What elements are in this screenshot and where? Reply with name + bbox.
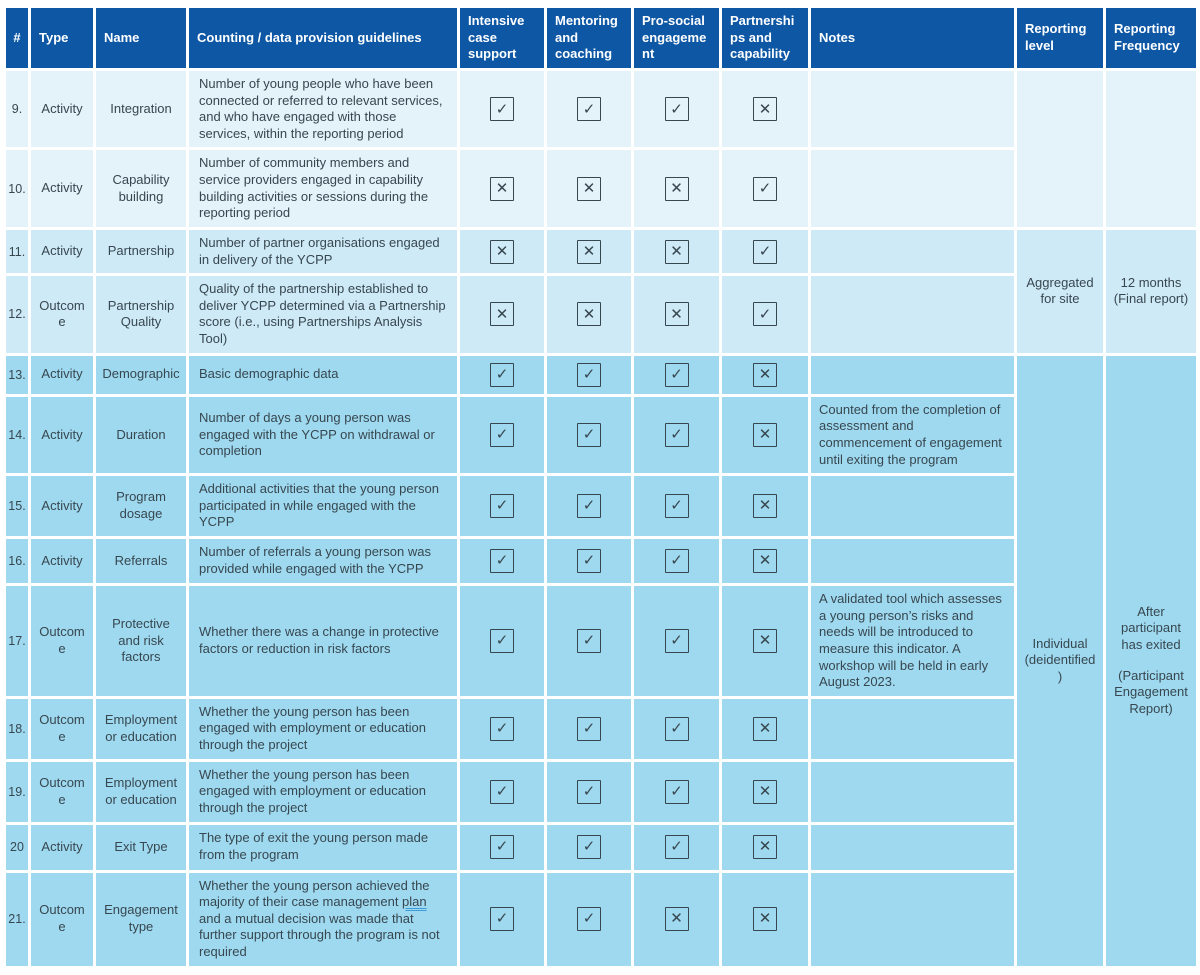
cell-notes (811, 699, 1014, 759)
checkbox-icon: ✓ (577, 717, 601, 741)
col-header-partnerships-capability: Partnerships and capability (722, 8, 808, 68)
cell-type: Outcome (31, 873, 93, 966)
checkbox-icon: ✓ (665, 717, 689, 741)
cell-mentoring-coaching (547, 699, 631, 759)
table-row (6, 356, 1196, 394)
frequency-line: (Participant Engagement Report) (1114, 667, 1188, 716)
cell-name: Integration (96, 71, 186, 148)
checkbox-icon: ✓ (665, 780, 689, 804)
checkbox-icon: ✓ (490, 363, 514, 387)
checkbox-icon: ✓ (490, 629, 514, 653)
cell-partnerships-capability (722, 230, 808, 273)
checkbox-icon: ✕ (753, 494, 777, 518)
cell-name: Partnership Quality (96, 276, 186, 353)
checkbox-icon: ✕ (753, 629, 777, 653)
cell-type: Activity (31, 476, 93, 536)
cell-partnerships-capability (722, 539, 808, 583)
cell-prosocial-engagement (634, 276, 719, 353)
checkbox-icon: ✓ (577, 629, 601, 653)
checkbox-icon: ✓ (665, 97, 689, 121)
checkbox-icon: ✕ (665, 907, 689, 931)
cell-prosocial-engagement (634, 825, 719, 870)
checkbox-icon: ✓ (490, 494, 514, 518)
checkbox-icon: ✓ (577, 549, 601, 573)
cell-guidelines: Whether the young person achieved the majority of their case management plan and a mutual decision was made that further support through the program is not required (189, 873, 457, 966)
checkbox-icon: ✓ (490, 907, 514, 931)
cell-guidelines: Quality of the partnership established to deliver YCPP determined via a Partnership score (i.e., using Partnerships Analysis Tool) (189, 276, 457, 353)
checkbox-icon: ✕ (753, 717, 777, 741)
cell-name: Employment or education (96, 762, 186, 822)
checkbox-icon: ✓ (490, 549, 514, 573)
col-header-prosocial-engagement: Pro-social engagement (634, 8, 719, 68)
cell-notes (811, 150, 1014, 227)
cell-notes (811, 539, 1014, 583)
cell-prosocial-engagement (634, 397, 719, 474)
row-number: 9. (6, 71, 28, 148)
cell-intensive-case-support (460, 230, 544, 273)
cell-guidelines: Number of young people who have been connected or referred to relevant services, and who have engaged with those services, within the reporting period (189, 71, 457, 148)
checkbox-icon: ✓ (577, 835, 601, 859)
cell-type: Activity (31, 230, 93, 273)
cell-guidelines: Whether there was a change in protective factors or reduction in risk factors (189, 586, 457, 696)
cell-name: Partnership (96, 230, 186, 273)
checkbox-icon: ✕ (665, 302, 689, 326)
cell-type: Outcome (31, 699, 93, 759)
cell-notes (811, 476, 1014, 536)
plan-underlined-word: plan (402, 894, 427, 910)
cell-prosocial-engagement (634, 150, 719, 227)
cell-partnerships-capability (722, 356, 808, 394)
cell-intensive-case-support (460, 71, 544, 148)
cell-prosocial-engagement (634, 762, 719, 822)
cell-prosocial-engagement (634, 539, 719, 583)
cell-intensive-case-support (460, 476, 544, 536)
cell-prosocial-engagement (634, 230, 719, 273)
cell-notes (811, 825, 1014, 870)
checkbox-icon: ✕ (753, 363, 777, 387)
col-header-guidelines: Counting / data provision guidelines (189, 8, 457, 68)
cell-partnerships-capability (722, 762, 808, 822)
cell-mentoring-coaching (547, 762, 631, 822)
row-number: 13. (6, 356, 28, 394)
row-number: 19. (6, 762, 28, 822)
checkbox-icon: ✕ (753, 97, 777, 121)
cell-partnerships-capability (722, 276, 808, 353)
col-header-mentoring-coaching: Mentoring and coaching (547, 8, 631, 68)
row-number: 18. (6, 699, 28, 759)
cell-partnerships-capability (722, 586, 808, 696)
checkbox-icon: ✕ (665, 177, 689, 201)
checkbox-icon: ✕ (577, 302, 601, 326)
cell-partnerships-capability (722, 71, 808, 148)
row-number: 15. (6, 476, 28, 536)
cell-reporting-level-site: Aggregated for site (1017, 230, 1103, 353)
cell-intensive-case-support (460, 150, 544, 227)
checkbox-icon: ✓ (577, 494, 601, 518)
col-header-reporting-frequency: Reporting Frequency (1106, 8, 1196, 68)
checkbox-icon: ✓ (577, 363, 601, 387)
checkbox-icon: ✓ (665, 494, 689, 518)
checkbox-icon: ✓ (665, 363, 689, 387)
cell-notes (811, 230, 1014, 273)
cell-guidelines: The type of exit the young person made from the program (189, 825, 457, 870)
cell-intensive-case-support (460, 397, 544, 474)
row-number: 11. (6, 230, 28, 273)
checkbox-icon: ✓ (753, 302, 777, 326)
checkbox-icon: ✕ (577, 240, 601, 264)
cell-intensive-case-support (460, 276, 544, 353)
checkbox-icon: ✕ (490, 240, 514, 264)
cell-name: Capability building (96, 150, 186, 227)
checkbox-icon: ✕ (490, 302, 514, 326)
cell-name: Referrals (96, 539, 186, 583)
checkbox-icon: ✓ (665, 423, 689, 447)
checkbox-icon: ✓ (665, 835, 689, 859)
cell-type: Outcome (31, 276, 93, 353)
cell-name: Employment or education (96, 699, 186, 759)
cell-mentoring-coaching (547, 539, 631, 583)
cell-notes (811, 71, 1014, 148)
cell-intensive-case-support (460, 825, 544, 870)
cell-reporting-frequency-empty (1106, 71, 1196, 227)
cell-notes (811, 762, 1014, 822)
cell-prosocial-engagement (634, 586, 719, 696)
row-number: 20 (6, 825, 28, 870)
row-number: 12. (6, 276, 28, 353)
cell-intensive-case-support (460, 539, 544, 583)
frequency-line: After participant has exited (1121, 603, 1181, 652)
col-header-notes: Notes (811, 8, 1014, 68)
cell-guidelines: Whether the young person has been engaged with employment or education through the project (189, 699, 457, 759)
cell-mentoring-coaching (547, 276, 631, 353)
checkbox-icon: ✓ (577, 907, 601, 931)
checkbox-icon: ✓ (490, 423, 514, 447)
header-row (6, 8, 1196, 68)
checkbox-icon: ✓ (665, 549, 689, 573)
cell-name: Exit Type (96, 825, 186, 870)
cell-type: Activity (31, 71, 93, 148)
cell-guidelines: Additional activities that the young person participated in while engaged with the YCPP (189, 476, 457, 536)
row-number: 16. (6, 539, 28, 583)
row-number: 10. (6, 150, 28, 227)
col-header-reporting-level: Reporting level (1017, 8, 1103, 68)
cell-notes (811, 276, 1014, 353)
cell-mentoring-coaching (547, 150, 631, 227)
checkbox-icon: ✓ (577, 780, 601, 804)
checkbox-icon: ✕ (490, 177, 514, 201)
cell-prosocial-engagement (634, 71, 719, 148)
cell-guidelines: Number of partner organisations engaged in delivery of the YCPP (189, 230, 457, 273)
cell-prosocial-engagement (634, 356, 719, 394)
cell-prosocial-engagement (634, 873, 719, 966)
indicator-table (3, 5, 1199, 969)
cell-mentoring-coaching (547, 873, 631, 966)
cell-partnerships-capability (722, 476, 808, 536)
checkbox-icon: ✓ (665, 629, 689, 653)
cell-partnerships-capability (722, 825, 808, 870)
cell-guidelines: Whether the young person has been engaged with employment or education through the project (189, 762, 457, 822)
cell-name: Program dosage (96, 476, 186, 536)
row-number: 21. (6, 873, 28, 966)
cell-mentoring-coaching (547, 71, 631, 148)
table-row (6, 71, 1196, 148)
checkbox-icon: ✓ (490, 780, 514, 804)
cell-guidelines: Number of referrals a young person was provided while engaged with the YCPP (189, 539, 457, 583)
cell-reporting-level-individual: Individual (deidentified) (1017, 356, 1103, 966)
checkbox-icon: ✓ (577, 423, 601, 447)
cell-notes (811, 873, 1014, 966)
cell-notes: Counted from the completion of assessment and commencement of engagement until exiting the program (811, 397, 1014, 474)
cell-partnerships-capability (722, 150, 808, 227)
cell-mentoring-coaching (547, 586, 631, 696)
cell-prosocial-engagement (634, 699, 719, 759)
cell-type: Activity (31, 539, 93, 583)
col-header-name: Name (96, 8, 186, 68)
cell-mentoring-coaching (547, 230, 631, 273)
checkbox-icon: ✓ (577, 97, 601, 121)
cell-mentoring-coaching (547, 397, 631, 474)
cell-intensive-case-support (460, 356, 544, 394)
cell-notes: A validated tool which assesses a young person’s risks and needs will be introduced to measure this indicator. A workshop will be held in early August 2023. (811, 586, 1014, 696)
cell-type: Activity (31, 397, 93, 474)
cell-guidelines: Number of community members and service providers engaged in capability building activities or sessions during the reporting period (189, 150, 457, 227)
cell-reporting-frequency-individual (1106, 356, 1196, 966)
checkbox-icon: ✕ (665, 240, 689, 264)
cell-mentoring-coaching (547, 476, 631, 536)
checkbox-icon: ✓ (753, 240, 777, 264)
checkbox-icon: ✕ (577, 177, 601, 201)
row-number: 14. (6, 397, 28, 474)
col-header-type: Type (31, 8, 93, 68)
cell-type: Activity (31, 825, 93, 870)
col-header-intensive-case-support: Intensive case support (460, 8, 544, 68)
cell-type: Outcome (31, 762, 93, 822)
cell-intensive-case-support (460, 762, 544, 822)
cell-intensive-case-support (460, 699, 544, 759)
row-number: 17. (6, 586, 28, 696)
cell-name: Protective and risk factors (96, 586, 186, 696)
cell-type: Activity (31, 150, 93, 227)
checkbox-icon: ✕ (753, 423, 777, 447)
cell-mentoring-coaching (547, 825, 631, 870)
cell-partnerships-capability (722, 699, 808, 759)
cell-intensive-case-support (460, 873, 544, 966)
cell-prosocial-engagement (634, 476, 719, 536)
cell-type: Outcome (31, 586, 93, 696)
cell-partnerships-capability (722, 397, 808, 474)
cell-intensive-case-support (460, 586, 544, 696)
checkbox-icon: ✓ (490, 97, 514, 121)
cell-name: Engagement type (96, 873, 186, 966)
checkbox-icon: ✕ (753, 549, 777, 573)
cell-mentoring-coaching (547, 356, 631, 394)
cell-reporting-level-empty (1017, 71, 1103, 227)
checkbox-icon: ✓ (490, 835, 514, 859)
table-row (6, 230, 1196, 273)
cell-type: Activity (31, 356, 93, 394)
cell-guidelines: Number of days a young person was engaged with the YCPP on withdrawal or completion (189, 397, 457, 474)
cell-partnerships-capability (722, 873, 808, 966)
checkbox-icon: ✓ (490, 717, 514, 741)
checkbox-icon: ✓ (753, 177, 777, 201)
col-header-number: # (6, 8, 28, 68)
cell-reporting-frequency-site: 12 months (Final report) (1106, 230, 1196, 353)
cell-name: Duration (96, 397, 186, 474)
checkbox-icon: ✕ (753, 907, 777, 931)
checkbox-icon: ✕ (753, 835, 777, 859)
cell-name: Demographic (96, 356, 186, 394)
cell-guidelines: Basic demographic data (189, 356, 457, 394)
checkbox-icon: ✕ (753, 780, 777, 804)
cell-notes (811, 356, 1014, 394)
